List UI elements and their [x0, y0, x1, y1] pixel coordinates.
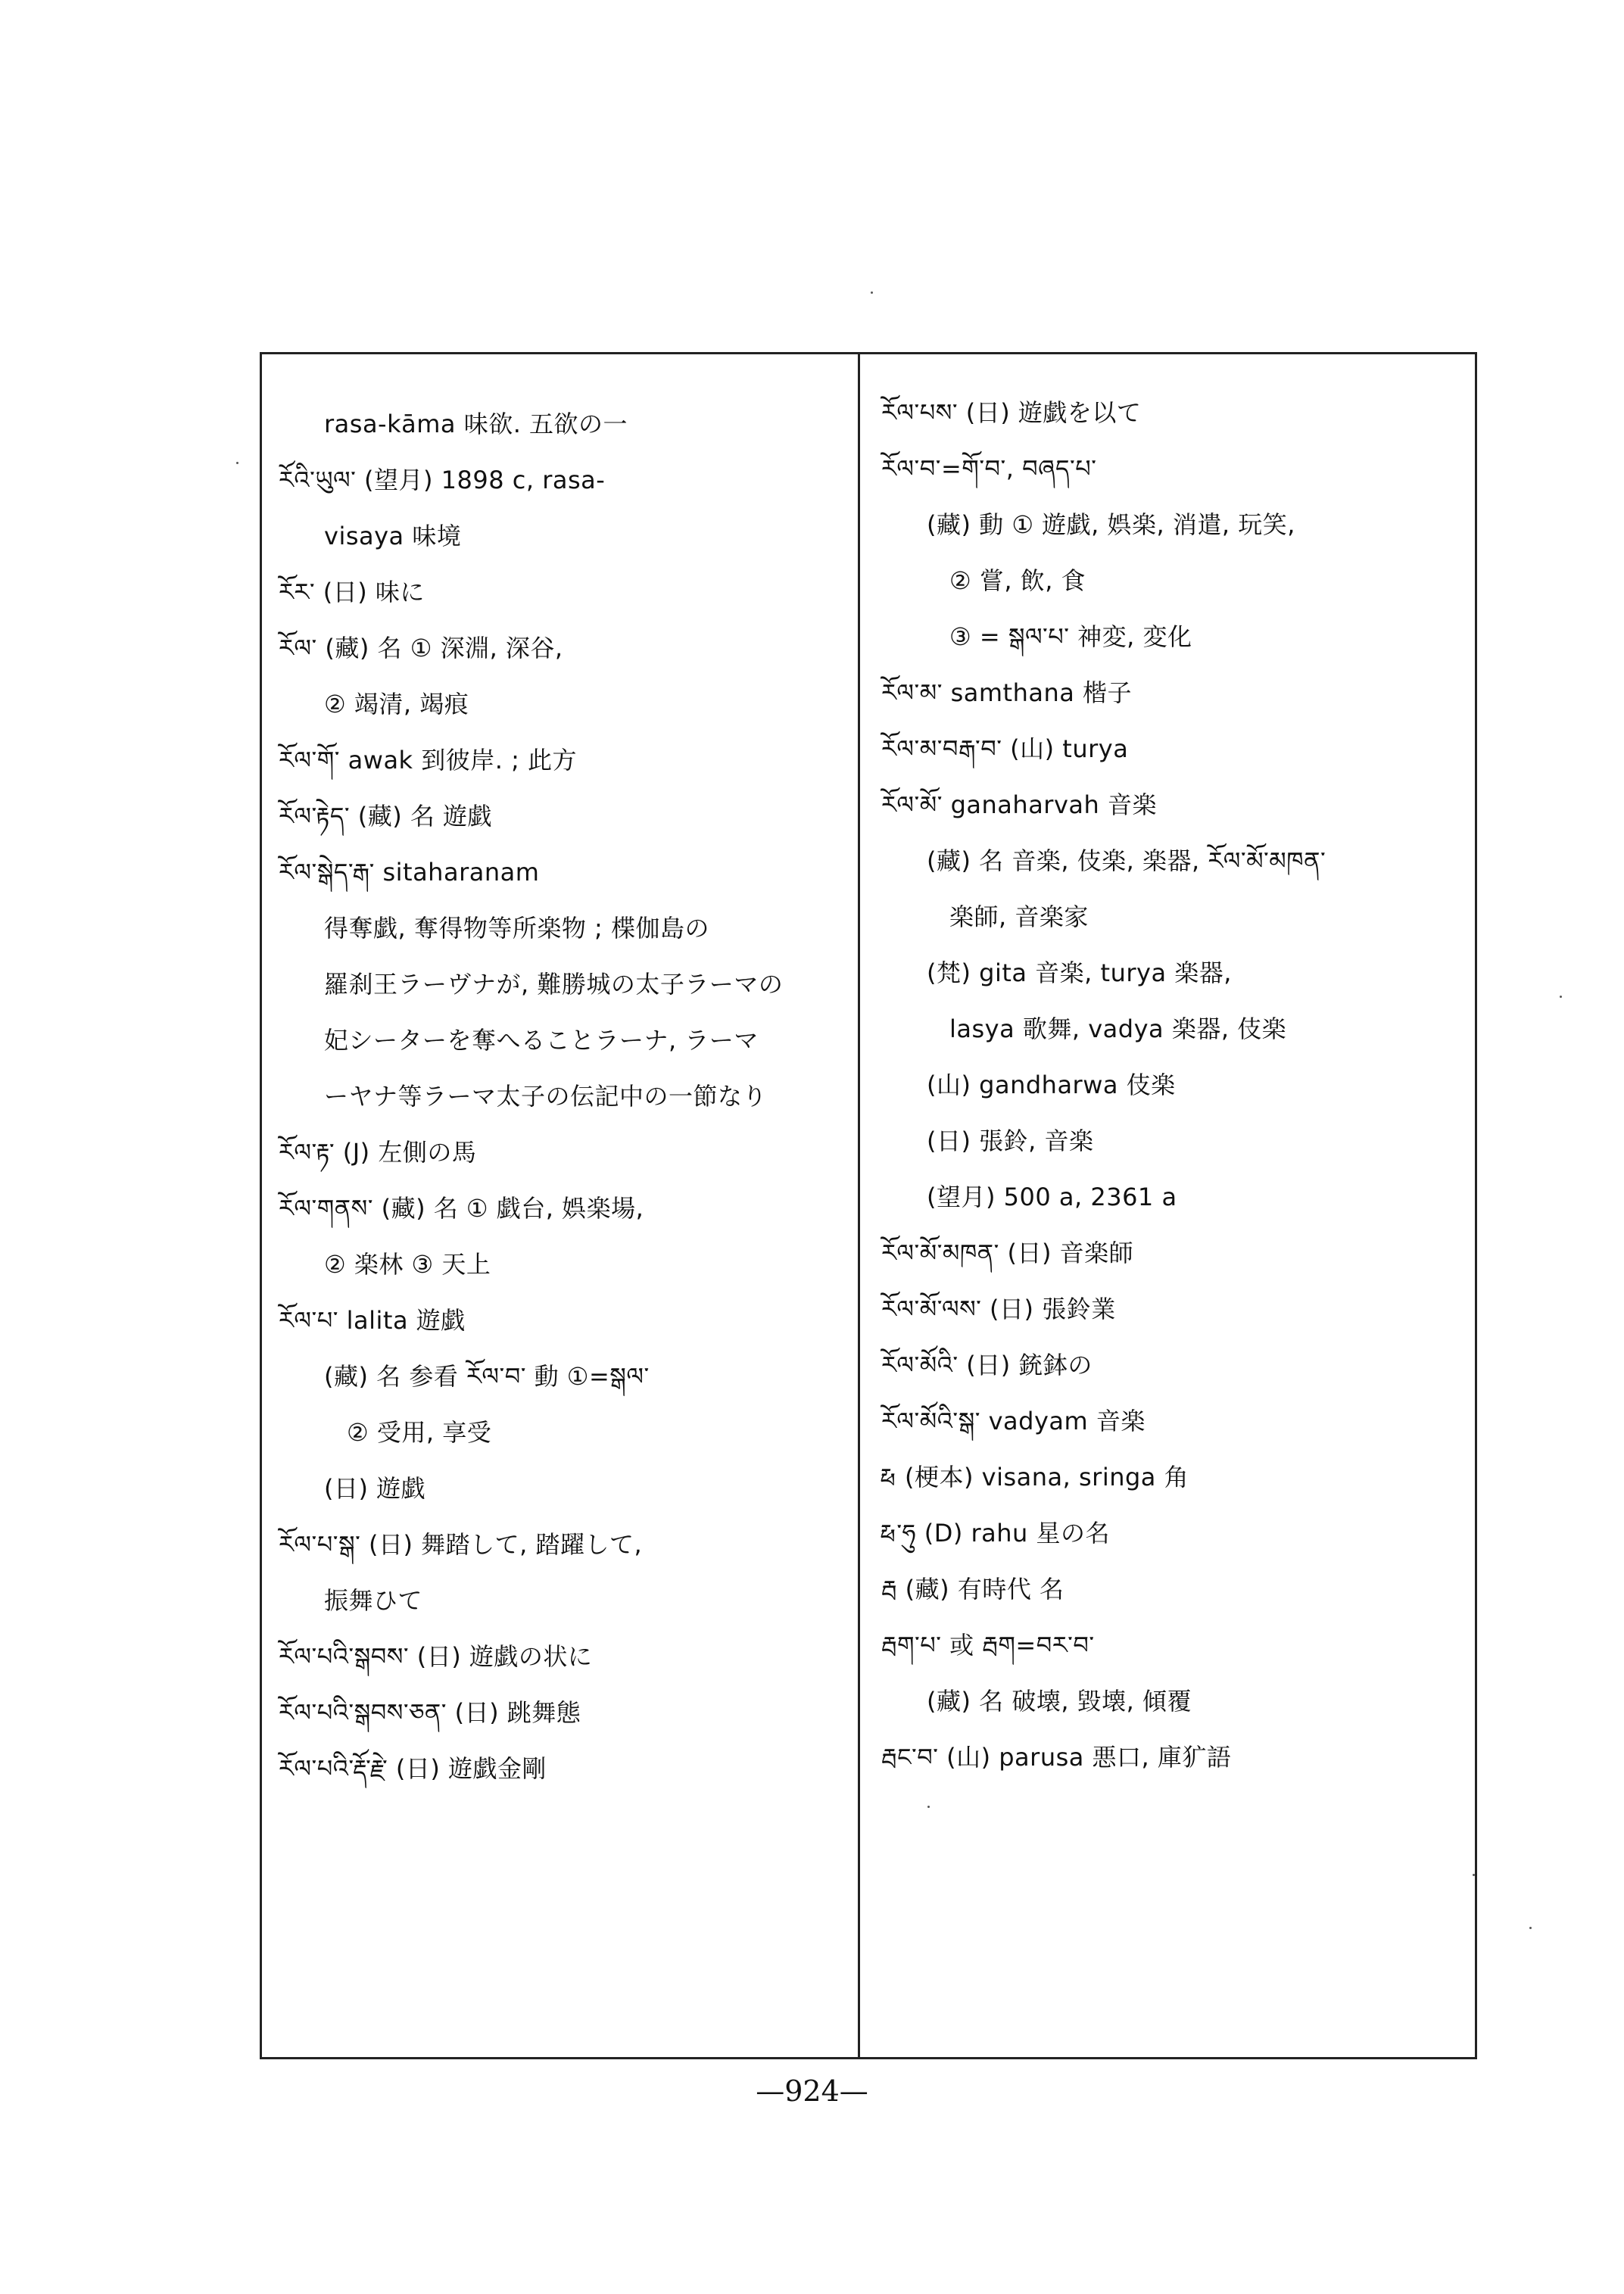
scan-speck [1560, 996, 1562, 998]
dictionary-entry-line: རོལ་བ་=གོ་བ་, བཞད་པ་ [881, 454, 1097, 483]
dictionary-entry-line: རོལ་པའི་སྒབས་ (日) 遊戯の状に [279, 1642, 593, 1671]
scan-speck [1473, 1874, 1475, 1876]
dictionary-entry-line: རོའི་ཡུལ་ (望月) 1898 c, rasa- [279, 466, 606, 494]
dictionary-page-frame [260, 352, 1477, 2059]
dictionary-entry-line: རྦང་བ་ (山) parusa 悪口, 庫犷語 [881, 1743, 1232, 1772]
dictionary-entry-line: 楽師, 音楽家 [949, 902, 1089, 931]
dictionary-entry-line: རོལ་པ་སྒ་ (日) 舞踏して, 踏躍して, [279, 1530, 643, 1559]
dictionary-entry-line: རོལ་མོ་ལས་ (日) 張鈴業 [881, 1295, 1116, 1323]
dictionary-entry-line: visaya 味境 [324, 522, 462, 550]
dictionary-entry-line: རོལ་རྟ་ (J) 左側の馬 [279, 1138, 477, 1167]
right-column [860, 354, 1475, 2057]
dictionary-entry-line: 振舞ひて [324, 1586, 423, 1615]
dictionary-entry-line: རོལ་སྒེད་རྒ་ sitaharanam [279, 858, 540, 887]
dictionary-entry-line: (梵) gita 音楽, turya 楽器, [927, 958, 1232, 987]
dictionary-entry-line: 羅刹王ラーヴナが, 難勝城の太子ラーマの [324, 970, 784, 999]
dictionary-entry-line: 得奪戯, 奪得物等所楽物 ; 楪伽島の [324, 914, 709, 943]
dictionary-entry-line: ② 嘗, 飲, 食 [949, 566, 1086, 595]
dictionary-entry-line: rasa-kāma 味欲. 五欲の一 [324, 410, 628, 438]
dictionary-entry-line: (藏) 名 音楽, 伎楽, 楽器, རོལ་མོ་མཁན་ [927, 846, 1326, 875]
dictionary-entry-line: རོལ་མ་ samthana 楷子 [881, 678, 1133, 707]
dictionary-entry-line: ② 楽林 ③ 天上 [324, 1250, 491, 1279]
dictionary-entry-line: རོལ་པའི་སྒབས་ཅན་ (日) 跳舞態 [279, 1698, 581, 1727]
dictionary-entry-line: (藏) 名 破壊, 毀壊, 傾覆 [927, 1687, 1192, 1716]
dictionary-entry-line: རོལ་མོ་ ganaharvah 音楽 [881, 790, 1157, 819]
page-number: —924— [756, 2074, 868, 2108]
dictionary-entry-line: རོལ་པ་ lalita 遊戯 [279, 1306, 466, 1335]
dictionary-entry-line: རོར་ (日) 味に [279, 578, 425, 606]
dictionary-entry-line: 妃シーターを奪へることラーナ, ラーマ [324, 1026, 759, 1055]
dictionary-entry-line: རོལ་ (藏) 名 ① 深淵, 深谷, [279, 634, 563, 662]
dictionary-entry-line: (日) 遊戯 [324, 1474, 426, 1503]
scan-speck [1529, 1927, 1532, 1929]
scan-speck [927, 1806, 930, 1808]
dictionary-entry-line: རོལ་གནས་ (藏) 名 ① 戯台, 娯楽場, [279, 1194, 644, 1223]
dictionary-entry-line: རོལ་མོའི་སྒ་ vadyam 音楽 [881, 1407, 1146, 1435]
dictionary-entry-line: རྦ (藏) 有時代 名 [881, 1575, 1064, 1604]
dictionary-entry-line: རོལ་པའི་རྡོ་རྗེ་ (日) 遊戯金剛 [279, 1754, 547, 1783]
scan-speck [871, 291, 873, 294]
scan-speck [236, 462, 238, 464]
dictionary-entry-line: རོལ་མོའི་ (日) 銃鉢の [881, 1351, 1093, 1379]
dictionary-entry-line: (山) gandharwa 伎楽 [927, 1071, 1176, 1099]
dictionary-entry-line: (藏) 動 ① 遊戯, 娯楽, 消遣, 玩笑, [927, 510, 1295, 539]
dictionary-entry-line: (望月) 500 a, 2361 a [927, 1183, 1177, 1211]
dictionary-entry-line: ② 竭清, 竭痕 [324, 690, 469, 718]
dictionary-entry-line: lasya 歌舞, vadya 楽器, 伎楽 [949, 1015, 1287, 1043]
dictionary-entry-line: རོལ་རྟེད་ (藏) 名 遊戯 [279, 802, 493, 831]
dictionary-entry-line: (日) 張鈴, 音楽 [927, 1127, 1094, 1155]
dictionary-entry-line: རོལ་གོ་ awak 到彼岸. ; 此方 [279, 746, 578, 775]
dictionary-entry-line: རྥ་ཧུ (D) rahu 星の名 [881, 1519, 1110, 1548]
dictionary-entry-line: རོལ་མ་བརྒ་བ་ (山) turya [881, 734, 1129, 763]
dictionary-entry-line: ② 受用, 享受 [347, 1418, 492, 1447]
dictionary-entry-line: ーヤナ等ラーマ太子の伝記中の一節なり [324, 1082, 768, 1111]
dictionary-entry-line: རྥ (梗本) visana, sringa 角 [881, 1463, 1189, 1491]
dictionary-entry-line: རོལ་པས་ (日) 遊戯を以て [881, 398, 1142, 427]
dictionary-entry-line: ③ = སྒལ་པ་ 神変, 変化 [949, 622, 1192, 651]
dictionary-entry-line: རོལ་མོ་མཁན་ (日) 音楽師 [881, 1239, 1134, 1267]
dictionary-entry-line: (藏) 名 参看 རོལ་བ་ 動 ①=སྒལ་ [324, 1362, 650, 1391]
left-column [262, 354, 860, 2057]
dictionary-entry-line: རྦག་པ་ 或 རྦག=བར་བ་ [881, 1631, 1095, 1660]
